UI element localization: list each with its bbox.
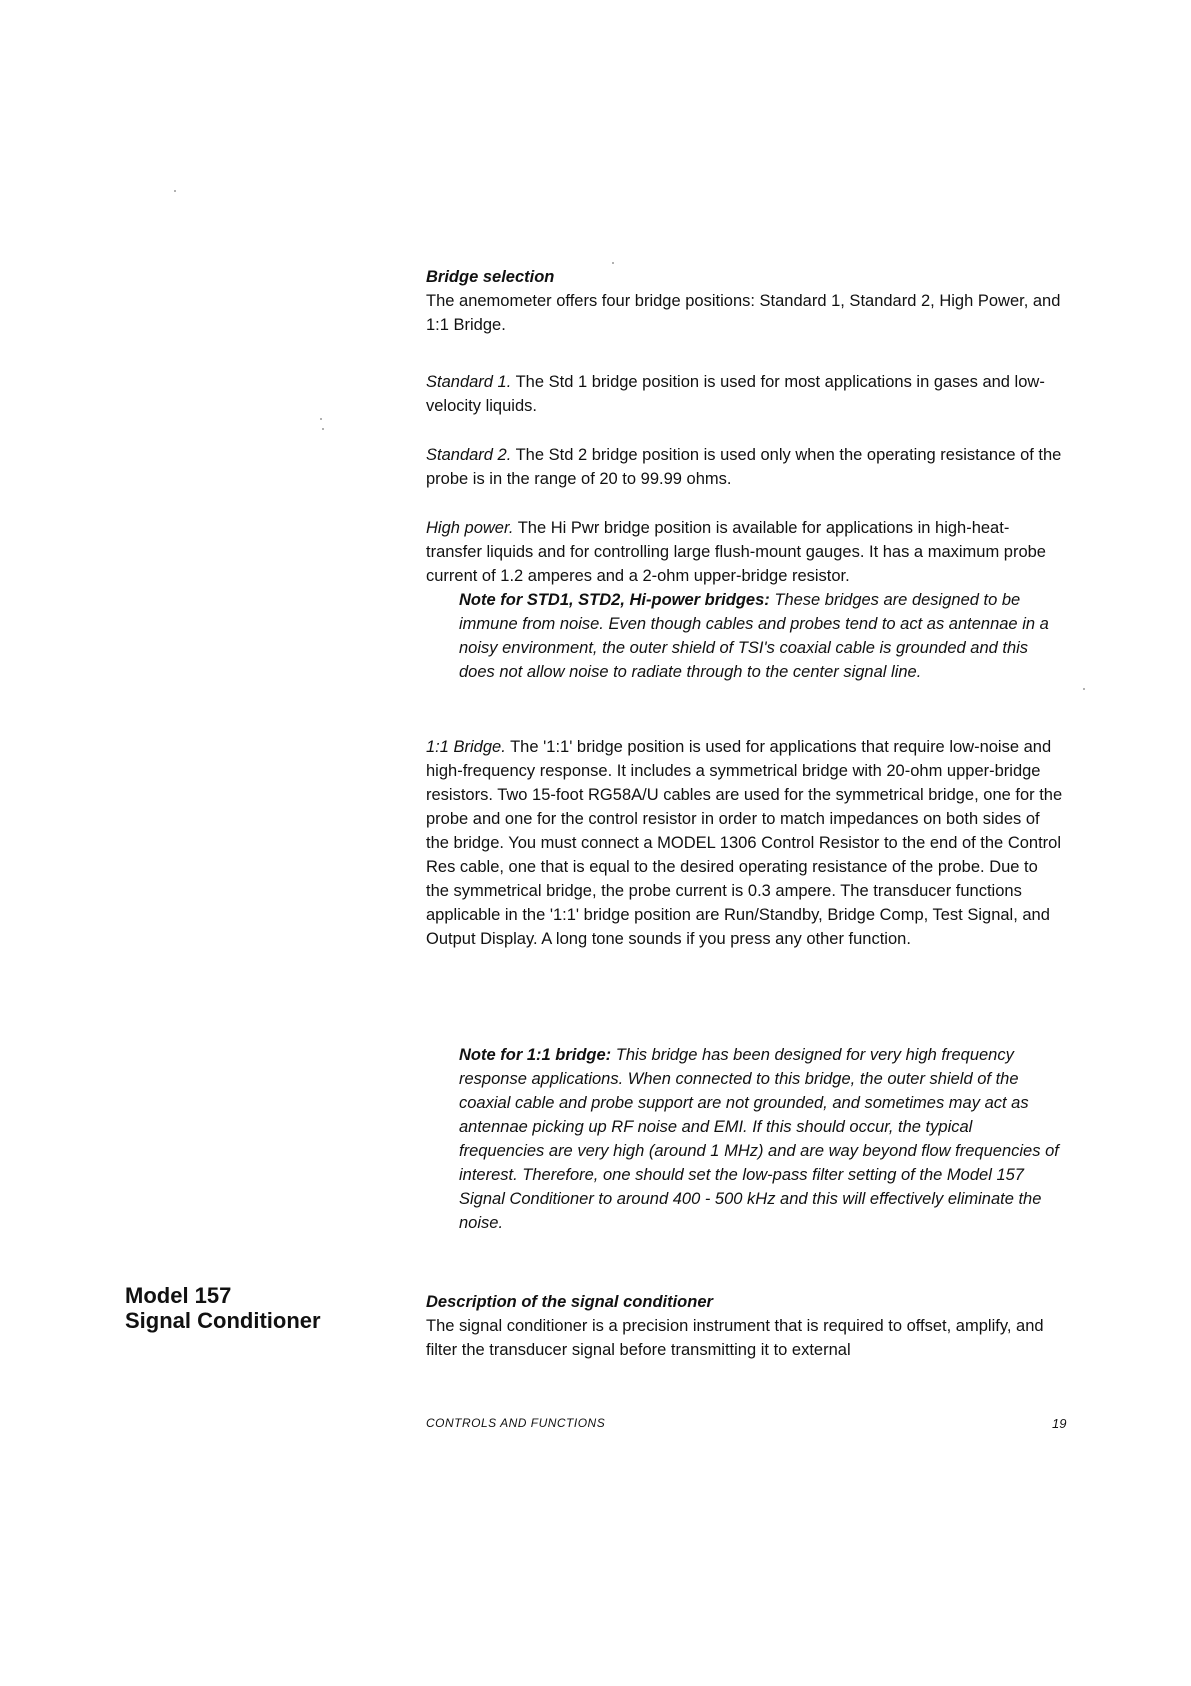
sidebar-line-signal-conditioner: Signal Conditioner [125,1308,321,1333]
bridge-1-1-text: The '1:1' bridge position is used for applications that require low-noise and high-frequency response. It includes a symmetrical bridge with 20-ohm upper-bridge resistors. Two 15-foot RG58A/U cables are used for the symmetrical bridge, one for the probe and one for the control resistor in order to match impedances on both sides of the bridge. You must connect a MODEL 1306 Control Resistor to the end of the Control Res cable, one that is equal to the desired operating resistance of the probe. Due to the symmetrical bridge, the probe current is 0.3 ampere. The transducer functions applicable in the '1:1' bridge position are Run/Standby, Bridge Comp, Test Signal, and Output Display. A long tone sounds if you press any other function. [426,738,1063,948]
description-heading: Description of the signal conditioner [426,1293,713,1311]
note-1-1-bridge [459,1043,1059,1235]
scan-speck [322,428,324,430]
standard2-paragraph [426,443,1064,491]
bridge-1-1-lead: 1:1 Bridge. [426,738,506,756]
note-1-1-text: This bridge has been designed for very high frequency response applications. When connected to this bridge, the outer shield of the coaxial cable and probe support are not grounded, and sometimes may act as antennae picking up RF noise and EMI. If this should occur, the typical frequencies are very high (around 1 MHz) and are way beyond flow frequencies of interest. Therefore, one should set the low-pass filter setting of the Model 157 Signal Conditioner to around 400 - 500 kHz and this will effectively eliminate the noise. [459,1046,1059,1232]
scan-speck [320,418,322,420]
intro-paragraph: The anemometer offers four bridge positions: Standard 1, Standard 2, High Power, and 1:1 Bridge. [426,292,1061,334]
footer-section-title: CONTROLS AND FUNCTIONS [426,1416,606,1430]
standard1-text: The Std 1 bridge position is used for most applications in gases and low-velocity liquids. [426,373,1045,415]
standard1-lead: Standard 1. [426,373,512,391]
scan-speck [612,262,614,264]
high-power-text: The Hi Pwr bridge position is available for applications in high-heat-transfer liquids and for controlling large flush-mount gauges. It has a maximum probe current of 1.2 amperes and a 2-ohm upper-bridge resistor. [426,519,1046,585]
sidebar-line-model: Model 157 [125,1283,232,1308]
note-std-bridges [459,588,1059,684]
bridge-selection-section [426,265,1064,337]
standard2-text: The Std 2 bridge position is used only when the operating resistance of the probe is in the range of 20 to 99.99 ohms. [426,446,1062,488]
bridge-1-1-paragraph [426,735,1064,951]
sidebar-title [125,1283,321,1333]
note-1-1-label: Note for 1:1 bridge: [459,1046,612,1064]
standard1-paragraph [426,370,1064,418]
note-std-text: These bridges are designed to be immune from noise. Even though cables and probes tend to act as antennae in a noisy environment, the outer shield of TSI's coaxial cable is grounded and this does not allow noise to radiate through to the center signal line. [459,591,1049,681]
scan-speck [174,190,176,192]
scan-speck [1083,688,1085,690]
note-std-label: Note for STD1, STD2, Hi-power bridges: [459,591,770,609]
description-text: The signal conditioner is a precision instrument that is required to offset, amplify, and filter the transducer signal before transmitting it to external [426,1317,1044,1359]
description-section [426,1290,1064,1362]
page-number: 19 [1052,1416,1067,1431]
section-heading: Bridge selection [426,268,555,286]
high-power-lead: High power. [426,519,514,537]
high-power-paragraph [426,516,1064,588]
standard2-lead: Standard 2. [426,446,512,464]
